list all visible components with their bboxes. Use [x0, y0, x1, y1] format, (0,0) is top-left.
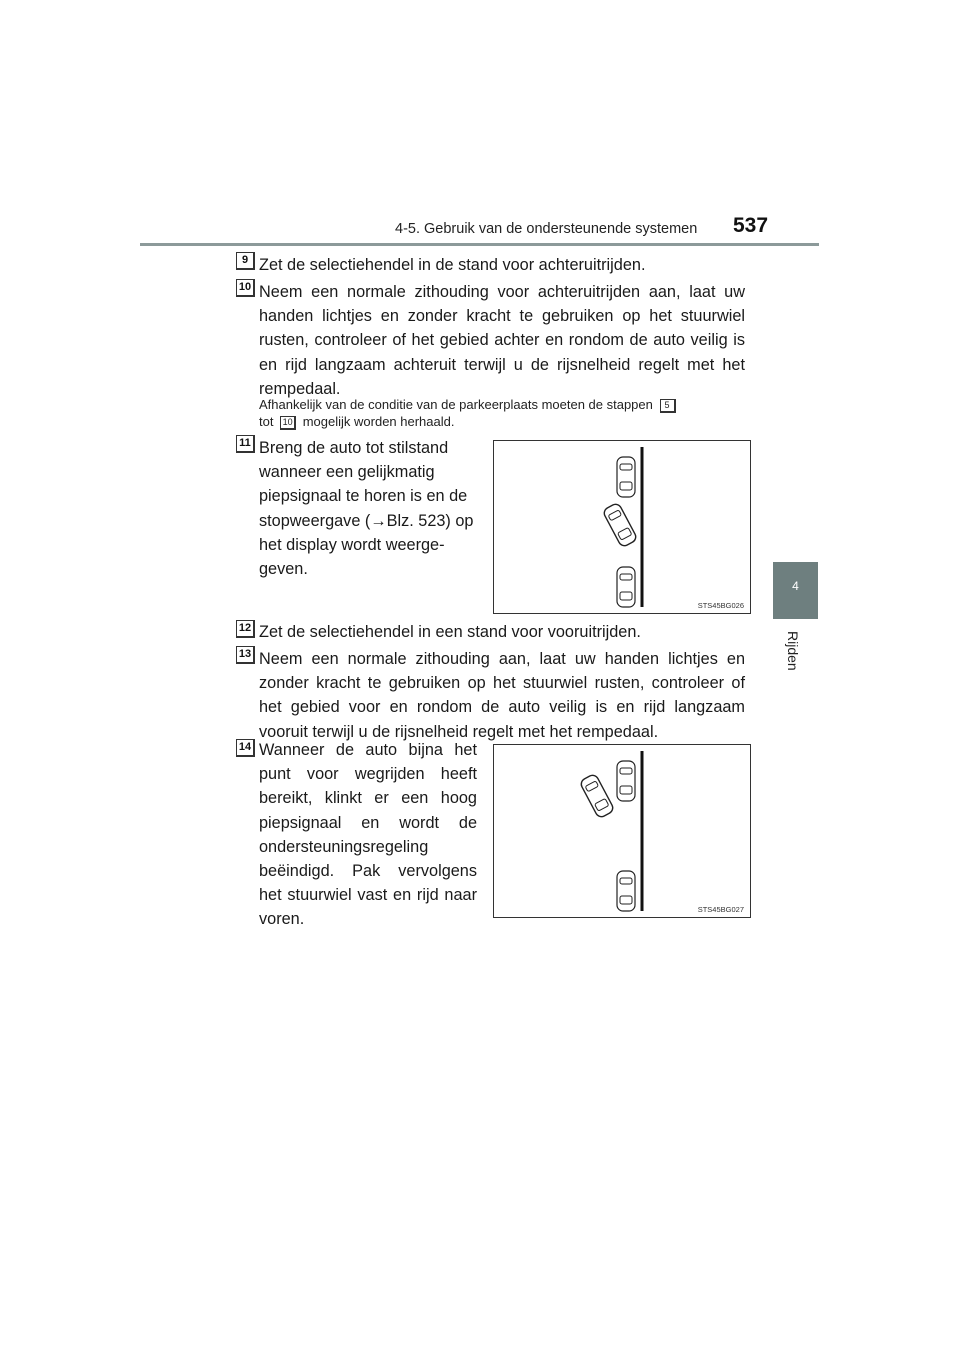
note-text — [259, 396, 749, 430]
step-number-badge: 10 — [236, 279, 255, 297]
parked-car-icon — [617, 457, 635, 497]
step-text: Zet de selectiehendel in de stand voor achteruitrijden. — [259, 256, 646, 274]
chapter-number: 4 — [792, 579, 799, 593]
figure-code: STS45BG027 — [697, 905, 744, 914]
step-number-badge: 11 — [236, 435, 255, 453]
parked-car-icon — [617, 567, 635, 607]
step-reference-badge: 10 — [280, 416, 296, 430]
note-part: Afhankelijk van de conditie van de parkeerplaats moeten de stappen — [259, 397, 653, 412]
step-number-badge: 13 — [236, 646, 255, 664]
note-part: mogelijk worden herhaald. — [302, 414, 455, 429]
maneuvering-car-icon — [579, 773, 615, 819]
parking-diagram — [494, 745, 750, 917]
step-number-badge: 14 — [236, 739, 255, 757]
maneuvering-car-icon — [602, 502, 638, 548]
step-text: Zet de selectiehendel in een stand voor vooruitrijden. — [259, 623, 641, 641]
step-text: Breng de auto tot stilstand wanneer een gelijkmatig piepsignaal te horen is en de stopweergave (→Blz. 523) op het display wordt weerge-geven. — [259, 439, 474, 579]
step-text: Neem een normale zithouding voor achteruitrijden aan, laat uw handen lichtjes en zonder kracht te gebruiken op het stuurwiel rusten, controleer of het gebied achter en rondom de auto veilig is en rijd langzaam achteruit terwijl u de rijsnelheid regelt met het rempedaal. — [259, 283, 745, 398]
step-text: Wanneer de auto bijna het punt voor wegrijden heeft bereikt, klinkt er een hoog piepsignaal en wordt de ondersteuningsregeling beëindigd. Pak vervolgens het stuurwiel vast en rijd naar voren. — [259, 741, 477, 929]
parking-illustration — [493, 744, 751, 918]
step-text: Neem een normale zithouding aan, laat uw handen lichtjes en zonder kracht te gebruiken op het stuurwiel rusten, controleer of het gebied voor en rondom de auto veilig is en rijd langzaam vooruit terwijl u de rijsnelheid regelt met het rempedaal. — [259, 650, 745, 741]
step-number-badge: 9 — [236, 252, 255, 270]
page-number: 537 — [733, 214, 769, 237]
parked-car-icon — [617, 871, 635, 911]
figure-code: STS45BG026 — [697, 601, 744, 610]
parking-diagram — [494, 441, 750, 613]
section-title: 4-5. Gebruik van de ondersteunende systemen — [395, 221, 698, 237]
note-part: tot — [259, 414, 274, 429]
parked-car-icon — [617, 761, 635, 801]
chapter-label: Rijden — [785, 631, 801, 671]
parking-illustration — [493, 440, 751, 614]
step-number-badge: 12 — [236, 620, 255, 638]
step-reference-badge: 5 — [660, 399, 676, 413]
chapter-tab — [773, 562, 818, 619]
header-divider — [140, 243, 819, 246]
